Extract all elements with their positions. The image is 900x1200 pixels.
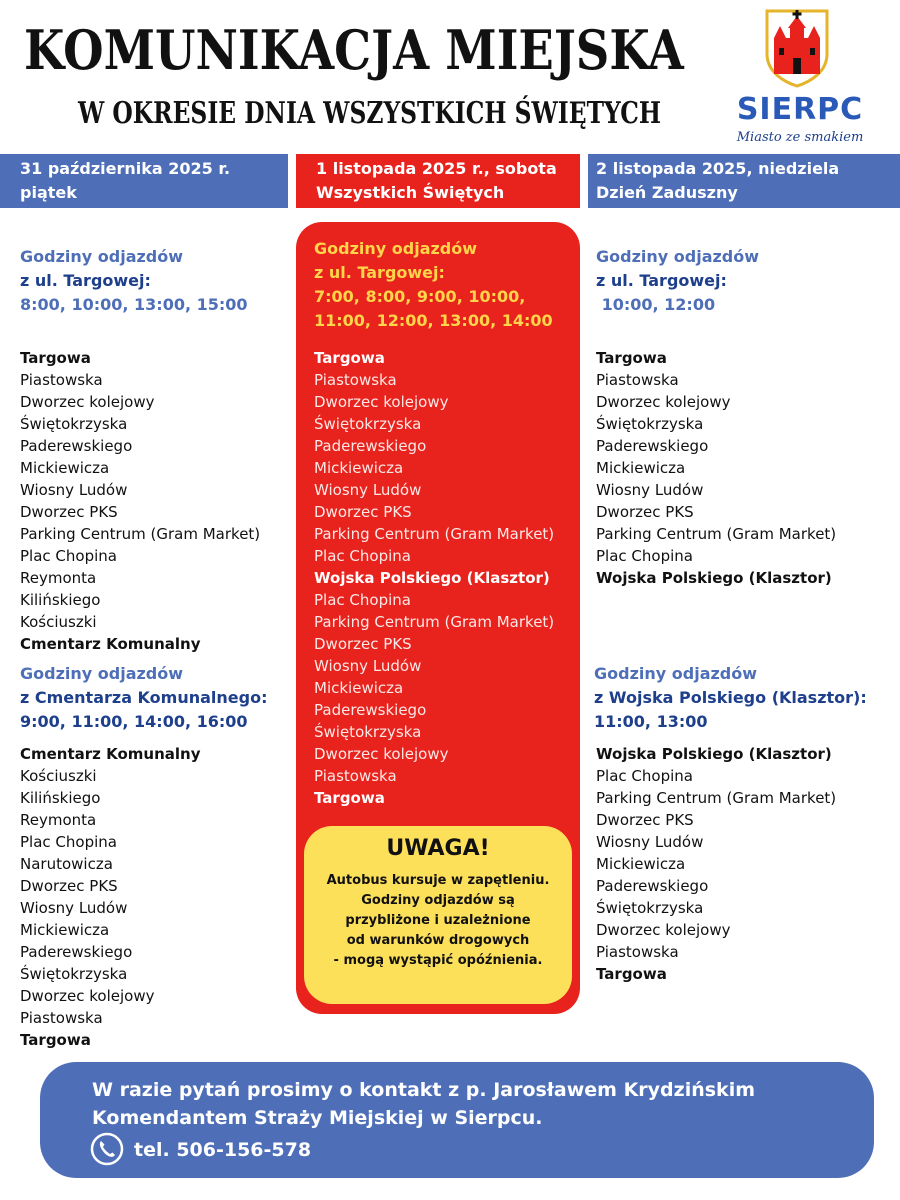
stop-item: Cmentarz Komunalny [20, 745, 201, 763]
contact-line-1: W razie pytań prosimy o kontakt z p. Jarosławem Krydzińskim [92, 1079, 756, 1101]
stop-item: Dworzec kolejowy [314, 393, 449, 411]
left-section-1 [20, 245, 248, 317]
notice-line: Godziny odjazdów są [361, 893, 515, 908]
stop-item: Świętokrzyska [20, 415, 128, 433]
header-middle-date [296, 154, 580, 208]
stop-item: Dworzec PKS [20, 877, 118, 895]
stop-item: Kilińskiego [20, 789, 101, 807]
header-right-date [588, 154, 900, 208]
contact-phone[interactable]: tel. 506-156-578 [134, 1139, 312, 1161]
stop-item: Parking Centrum (Gram Market) [314, 525, 555, 543]
stop-item: Parking Centrum (Gram Market) [20, 525, 261, 543]
schedule-times: 10:00, 12:00 [596, 295, 716, 314]
schedule-times: 7:00, 8:00, 9:00, 10:00, [314, 287, 526, 306]
stop-item: Dworzec PKS [20, 503, 118, 521]
schedule-times: 9:00, 11:00, 14:00, 16:00 [20, 712, 248, 731]
right-section-2 [594, 662, 867, 734]
left-stops-2 [20, 743, 201, 1051]
schedule-heading: Godziny odjazdów [20, 664, 184, 683]
schedule-heading: Godziny odjazdów [314, 239, 478, 258]
notice-box [304, 826, 572, 1004]
schedule-heading: Godziny odjazdów [20, 247, 184, 266]
middle-stops-1 [314, 347, 554, 809]
stop-item: Paderewskiego [314, 437, 427, 455]
notice-line: przybliżone i uzależnione [345, 913, 531, 928]
stop-item: Wiosny Ludów [596, 833, 704, 851]
stop-item: Reymonta [20, 811, 97, 829]
stop-item: Świętokrzyska [596, 415, 704, 433]
stop-item: Kościuszki [20, 613, 97, 631]
stop-item: Wiosny Ludów [20, 481, 128, 499]
notice-title: UWAGA! [386, 836, 490, 861]
stop-item: Targowa [596, 965, 667, 983]
stop-item: Wojska Polskiego (Klasztor) [314, 569, 550, 587]
left-stops-1 [20, 347, 260, 655]
stop-item: Kościuszki [20, 767, 97, 785]
left-section-2 [20, 662, 267, 734]
stop-item: Świętokrzyska [20, 965, 128, 983]
notice-text [304, 871, 572, 971]
stop-item: Dworzec kolejowy [314, 745, 449, 763]
stop-item: Dworzec PKS [314, 635, 412, 653]
stop-item: Wiosny Ludów [314, 481, 422, 499]
stop-item: Mickiewicza [314, 679, 404, 697]
stop-item: Dworzec kolejowy [20, 393, 155, 411]
schedule-from: z ul. Targowej: [314, 263, 445, 282]
middle-section-1 [314, 237, 553, 333]
right-date: 2 listopada 2025, niedziela [596, 159, 840, 178]
stop-item: Dworzec kolejowy [20, 987, 155, 1005]
stop-item: Dworzec PKS [596, 503, 694, 521]
stop-item: Dworzec kolejowy [596, 393, 731, 411]
stop-item: Piastowska [314, 767, 397, 785]
stop-item: Świętokrzyska [314, 723, 422, 741]
schedule-times: 8:00, 10:00, 13:00, 15:00 [20, 295, 248, 314]
stop-item: Plac Chopina [20, 833, 117, 851]
stop-item: Piastowska [596, 371, 679, 389]
stop-item: Targowa [596, 349, 667, 367]
stop-item: Mickiewicza [596, 855, 686, 873]
notice-line: Autobus kursuje w zapętleniu. [326, 873, 550, 888]
stop-item: Piastowska [20, 1009, 103, 1027]
schedule-from: z Wojska Polskiego (Klasztor): [594, 688, 867, 707]
stop-item: Plac Chopina [20, 547, 117, 565]
stop-item: Targowa [314, 789, 385, 807]
city-logo [732, 8, 872, 148]
stop-item: Wiosny Ludów [20, 899, 128, 917]
stop-item: Plac Chopina [314, 547, 411, 565]
middle-day: Wszystkich Świętych [316, 183, 505, 202]
right-stops-2 [596, 743, 836, 985]
stop-item: Kilińskiego [20, 591, 101, 609]
middle-date: 1 listopada 2025 r., sobota [316, 159, 557, 178]
stop-item: Plac Chopina [596, 767, 693, 785]
schedule-from: z Cmentarza Komunalnego: [20, 688, 268, 707]
notice-line: od warunków drogowych [346, 933, 530, 948]
header-left-date [0, 154, 288, 208]
stop-item: Świętokrzyska [314, 415, 422, 433]
stop-item: Parking Centrum (Gram Market) [314, 613, 555, 631]
stop-item: Paderewskiego [596, 437, 709, 455]
stop-item: Targowa [314, 349, 385, 367]
schedule-times-cont: 11:00, 12:00, 13:00, 14:00 [314, 311, 553, 330]
stop-item: Targowa [20, 1031, 91, 1049]
city-slogan: Miasto ze smakiem [736, 130, 864, 145]
page-title: KOMUNIKACJA MIEJSKA [24, 18, 684, 82]
stop-item: Parking Centrum (Gram Market) [596, 789, 837, 807]
notice-line: - mogą wystąpić opóźnienia. [333, 953, 543, 968]
page-subtitle: W OKRESIE DNIA WSZYSTKICH ŚWIĘTYCH [78, 96, 662, 131]
left-date: 31 października 2025 r. [20, 159, 231, 178]
schedule-times: 11:00, 13:00 [594, 712, 708, 731]
stop-item: Mickiewicza [20, 459, 110, 477]
contact-footer [40, 1062, 874, 1178]
right-section-1 [596, 245, 759, 317]
city-name: SIERPC [736, 92, 864, 127]
stop-item: Wojska Polskiego (Klasztor) [596, 745, 832, 763]
stop-item: Piastowska [596, 943, 679, 961]
stop-item: Dworzec kolejowy [596, 921, 731, 939]
stop-item: Mickiewicza [314, 459, 404, 477]
schedule-from: z ul. Targowej: [596, 271, 727, 290]
stop-item: Parking Centrum (Gram Market) [596, 525, 837, 543]
stop-item: Wiosny Ludów [596, 481, 704, 499]
coat-of-arms-icon [764, 8, 830, 88]
stop-item: Paderewskiego [596, 877, 709, 895]
left-day: piątek [20, 183, 77, 202]
schedule-from: z ul. Targowej: [20, 271, 151, 290]
contact-line-2: Komendantem Straży Miejskiej w Sierpcu. [92, 1107, 543, 1129]
phone-icon [90, 1132, 124, 1166]
right-stops-1 [596, 347, 836, 589]
stop-item: Paderewskiego [20, 943, 133, 961]
stop-item: Plac Chopina [596, 547, 693, 565]
stop-item: Wiosny Ludów [314, 657, 422, 675]
stop-item: Dworzec PKS [596, 811, 694, 829]
stop-item: Wojska Polskiego (Klasztor) [596, 569, 832, 587]
stop-item: Mickiewicza [20, 921, 110, 939]
stop-item: Paderewskiego [314, 701, 427, 719]
schedule-heading: Godziny odjazdów [594, 664, 758, 683]
stop-item: Dworzec PKS [314, 503, 412, 521]
right-day: Dzień Zaduszny [596, 183, 738, 202]
schedule-heading: Godziny odjazdów [596, 247, 760, 266]
stop-item: Piastowska [20, 371, 103, 389]
stop-item: Świętokrzyska [596, 899, 704, 917]
stop-item: Cmentarz Komunalny [20, 635, 201, 653]
stop-item: Paderewskiego [20, 437, 133, 455]
stop-item: Plac Chopina [314, 591, 411, 609]
stop-item: Targowa [20, 349, 91, 367]
stop-item: Reymonta [20, 569, 97, 587]
stop-item: Narutowicza [20, 855, 113, 873]
stop-item: Piastowska [314, 371, 397, 389]
stop-item: Mickiewicza [596, 459, 686, 477]
